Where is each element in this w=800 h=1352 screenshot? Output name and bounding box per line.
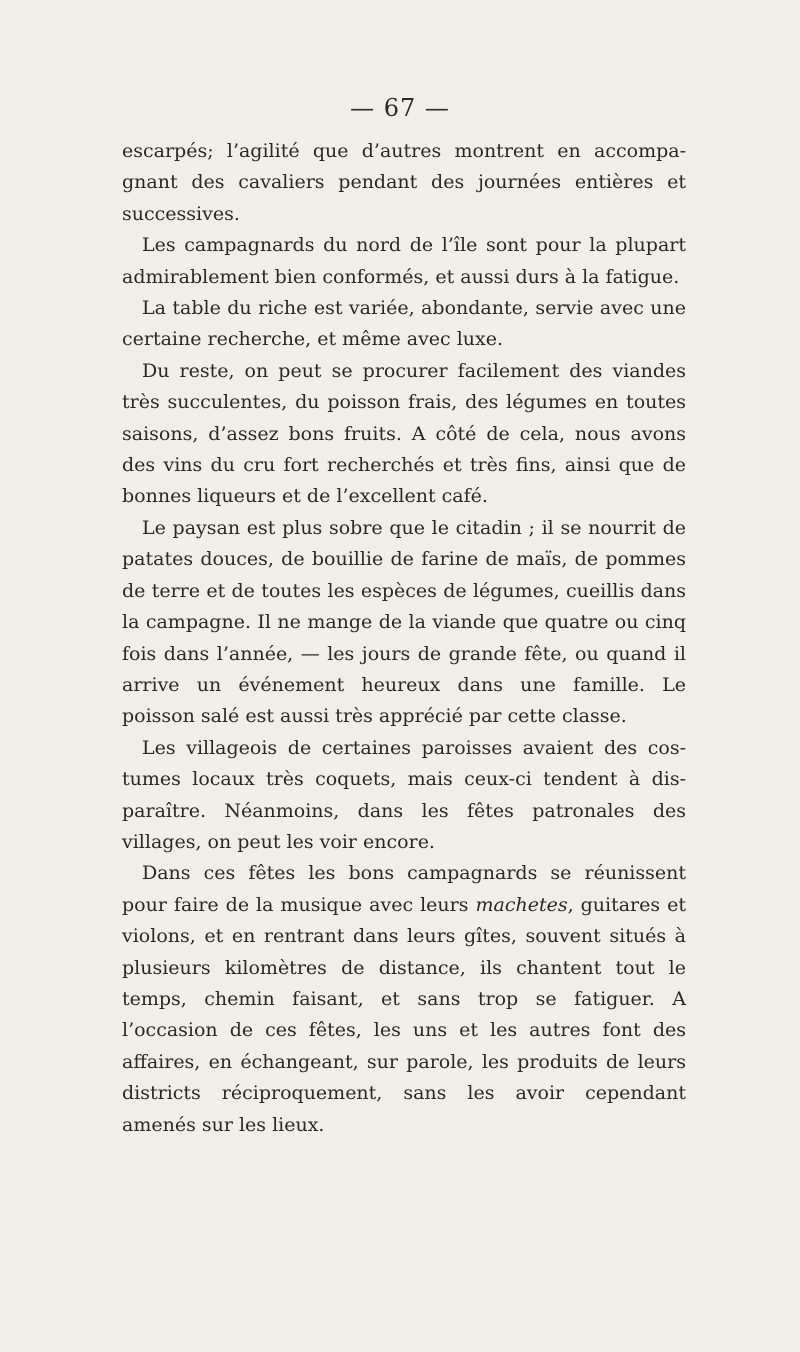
paragraph-text: Du reste, on peut se procurer facilement des viandes très succulentes, du poisson frais, des légumes en toutes saisons, d’assez bons fruits. A côté de cela, nous avons des vins du cru fort recherchés et très fins, ainsi que de bonnes liqueurs et de l’excellent café.	[122, 359, 686, 508]
paragraph	[122, 356, 686, 513]
paragraph	[122, 513, 686, 733]
paragraph-text: Dans ces fêtes les bons campagnards se réunissent pour faire de la musique avec leurs	[122, 862, 686, 916]
paragraph	[122, 293, 686, 356]
page-number: — 67 —	[350, 94, 450, 122]
paragraph	[122, 733, 686, 859]
paragraph-text: Les campagnards du nord de l’île sont pour la plupart admirablement bien conformés, et aussi durs à la fatigue.	[122, 234, 686, 288]
body-text	[122, 136, 686, 1141]
paragraph-text: escarpés; l’agilité que d’autres montrent en accompagnant des cavaliers pendant des journées entières et successives.	[122, 140, 686, 225]
paragraph	[122, 858, 686, 1141]
italic-term: machetes	[475, 893, 568, 916]
paragraph-text: Le paysan est plus sobre que le citadin ; il se nourrit de patates douces, de bouillie de farine de maïs, de pommes de terre et de toutes les espèces de légumes, cueillis dans la campagne. Il ne mange de la viande que quatre ou cinq fois dans l’année, — les jours de grande fête, ou quand il arrive un événement heureux dans une famille. Le poisson salé est aussi très apprécié par cette classe.	[122, 516, 686, 728]
paragraph	[122, 136, 686, 230]
paragraph-text: , guitares et violons, et en rentrant dans leurs gîtes, souvent situés à plusieurs kilomètres de distance, ils chantent tout le temps, chemin faisant, et sans trop se fatiguer. A l’occasion de ces fêtes, les uns et les autres font des affaires, en échangeant, sur parole, les produits de leurs districts réciproquement, sans les avoir cependant amenés sur les lieux.	[122, 893, 687, 1136]
paragraph-text: Les villageois de certaines paroisses avaient des costumes locaux très coquets, mais ceux-ci tendent à disparaître. Néanmoins, dans les fêtes patronales des villages, on peut les voir encore.	[122, 736, 686, 853]
paragraph-text: La table du riche est variée, abondante, servie avec une certaine recherche, et même avec luxe.	[122, 297, 686, 351]
paragraph	[122, 230, 686, 293]
